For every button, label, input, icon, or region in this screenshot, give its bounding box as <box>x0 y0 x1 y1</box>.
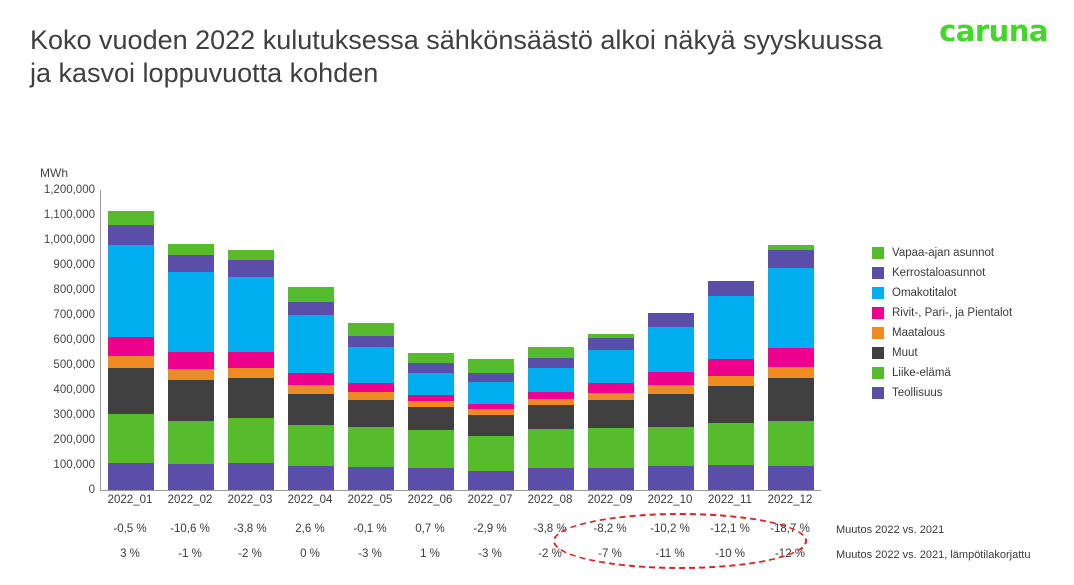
bar-segment <box>588 468 634 491</box>
annotation-value: -3,8 % <box>533 523 567 535</box>
annotation-value: -11 % <box>655 548 685 560</box>
y-axis-tick: 600,000 <box>53 334 95 346</box>
legend-item[interactable] <box>872 343 1062 363</box>
bar-segment <box>108 225 154 245</box>
bar-segment <box>768 250 814 268</box>
annotation-value: 3 % <box>120 548 140 560</box>
annotation-value: -8,2 % <box>593 523 627 535</box>
bar-column[interactable] <box>108 190 154 490</box>
annotation-value: -2,9 % <box>473 523 507 535</box>
bar-segment <box>168 380 214 422</box>
legend-label: Rivit-, Pari-, ja Pientalot <box>892 307 1013 319</box>
bar-segment <box>468 359 514 373</box>
bar-segment <box>108 245 154 338</box>
bar-segment <box>168 421 214 464</box>
bar-segment <box>768 421 814 466</box>
highlight-ellipse <box>553 513 807 569</box>
annotation-row-change-label: Muutos 2022 vs. 2021 <box>836 524 945 536</box>
bar-segment <box>708 296 754 359</box>
bar-segment <box>468 382 514 404</box>
legend-swatch-icon <box>872 327 884 339</box>
bar-segment <box>348 467 394 490</box>
y-axis-tick: 1,200,000 <box>43 184 95 196</box>
y-axis-tick: 800,000 <box>53 284 95 296</box>
y-axis-tick: 1,000,000 <box>43 234 95 246</box>
bar-segment <box>108 463 154 491</box>
bar-column[interactable] <box>588 190 634 490</box>
bar-segment <box>408 373 454 395</box>
bar-segment <box>288 425 334 466</box>
bar-segment <box>288 302 334 315</box>
bar-segment <box>588 383 634 393</box>
bar-segment <box>288 287 334 302</box>
legend-item[interactable] <box>872 263 1062 283</box>
legend-item[interactable] <box>872 283 1062 303</box>
x-axis-label: 2022_12 <box>767 494 813 506</box>
legend-label: Teollisuus <box>892 387 943 399</box>
bar-column[interactable] <box>168 190 214 490</box>
y-axis-tick: 100,000 <box>53 459 95 471</box>
bar-segment <box>408 363 454 373</box>
bar-segment <box>648 327 694 372</box>
y-axis-tick: 300,000 <box>53 409 95 421</box>
bar-segment <box>468 373 514 382</box>
y-axis-unit: MWh <box>40 166 68 180</box>
y-axis-tick: 1,100,000 <box>43 209 95 221</box>
bar-segment <box>168 464 214 490</box>
bar-segment <box>228 418 274 463</box>
x-axis-label: 2022_01 <box>107 494 153 506</box>
legend-swatch-icon <box>872 267 884 279</box>
x-axis-label: 2022_03 <box>227 494 273 506</box>
bar-segment <box>468 436 514 471</box>
bar-segment <box>348 392 394 400</box>
legend-label: Kerrostaloasunnot <box>892 267 986 279</box>
legend-swatch-icon <box>872 387 884 399</box>
bar-segment <box>168 272 214 352</box>
bar-segment <box>108 211 154 225</box>
legend-item[interactable] <box>872 323 1062 343</box>
annotation-value: -1 % <box>178 548 202 560</box>
y-axis-tick: 200,000 <box>53 434 95 446</box>
bar-segment <box>708 423 754 465</box>
bar-segment <box>588 400 634 428</box>
bar-segment <box>108 356 154 368</box>
bar-segment <box>588 428 634 468</box>
bar-segment <box>228 378 274 418</box>
bar-segment <box>228 250 274 260</box>
annotation-value: -10,2 % <box>650 523 690 535</box>
y-axis-tick: 900,000 <box>53 259 95 271</box>
legend-swatch-icon <box>872 287 884 299</box>
bar-segment <box>648 427 694 467</box>
bar-segment <box>588 338 634 350</box>
plot-area <box>43 184 821 496</box>
bar-segment <box>288 466 334 490</box>
legend-item[interactable] <box>872 383 1062 403</box>
bar-segment <box>348 400 394 428</box>
bar-segment <box>348 336 394 347</box>
bar-column[interactable] <box>528 190 574 490</box>
bar-segment <box>588 393 634 401</box>
annotation-row-temp-adjusted-label: Muutos 2022 vs. 2021, lämpötilakorjattu <box>836 549 1031 561</box>
annotation-value: -18,7 % <box>770 523 810 535</box>
legend-item[interactable] <box>872 243 1062 263</box>
bar-segment <box>108 368 154 414</box>
bar-segment <box>348 323 394 337</box>
annotation-value: -3,8 % <box>233 523 267 535</box>
annotation-value: -3 % <box>358 548 382 560</box>
bar-segment <box>648 372 694 385</box>
legend-item[interactable] <box>872 363 1062 383</box>
bar-segment <box>708 359 754 376</box>
bar-segment <box>228 277 274 352</box>
bar-column[interactable] <box>708 190 754 490</box>
bar-segment <box>528 405 574 428</box>
bar-segment <box>528 468 574 490</box>
legend-item[interactable] <box>872 303 1062 323</box>
y-axis-tick: 500,000 <box>53 359 95 371</box>
bar-segment <box>168 352 214 369</box>
x-axis-labels <box>100 494 820 506</box>
chart-legend <box>872 243 1062 403</box>
annotation-value: -0,1 % <box>353 523 387 535</box>
annotation-value: -2 % <box>238 548 262 560</box>
legend-label: Omakotitalot <box>892 287 957 299</box>
bar-segment <box>768 466 814 491</box>
bar-segment <box>768 348 814 367</box>
y-axis-tick: 700,000 <box>53 309 95 321</box>
x-axis-label: 2022_10 <box>647 494 693 506</box>
bar-segment <box>528 392 574 399</box>
bar-segment <box>528 429 574 469</box>
bar-segment <box>348 347 394 383</box>
bar-segment <box>288 385 334 394</box>
bar-segment <box>168 244 214 255</box>
bar-column[interactable] <box>408 190 454 490</box>
legend-swatch-icon <box>872 367 884 379</box>
legend-label: Liike-elämä <box>892 367 951 379</box>
bar-column[interactable] <box>288 190 334 490</box>
bar-segment <box>708 376 754 387</box>
bar-segment <box>408 468 454 490</box>
bar-segment <box>768 367 814 379</box>
x-axis-label: 2022_08 <box>527 494 573 506</box>
annotation-value: -0,5 % <box>113 523 147 535</box>
bar-segment <box>228 463 274 491</box>
x-axis-label: 2022_05 <box>347 494 393 506</box>
annotation-value: -2 % <box>538 548 562 560</box>
bar-series-container <box>101 190 821 490</box>
bar-segment <box>648 313 694 327</box>
bar-segment <box>348 427 394 467</box>
bar-segment <box>408 430 454 468</box>
annotation-row-temp-adjusted <box>100 548 820 560</box>
x-axis-label: 2022_06 <box>407 494 453 506</box>
bar-segment <box>288 315 334 373</box>
y-axis-tick: 400,000 <box>53 384 95 396</box>
bar-segment <box>408 353 454 364</box>
legend-swatch-icon <box>872 307 884 319</box>
bar-segment <box>228 352 274 368</box>
bar-segment <box>408 407 454 430</box>
bar-segment <box>648 394 694 427</box>
bar-segment <box>528 347 574 358</box>
bar-segment <box>468 471 514 491</box>
annotation-value: -12,1 % <box>710 523 750 535</box>
x-axis-label: 2022_11 <box>708 494 752 506</box>
page-title: Koko vuoden 2022 kulutuksessa sähkönsäästö alkoi näkyä syyskuussa ja kasvoi loppuvuotta kohden <box>30 25 883 88</box>
annotation-value: 0 % <box>300 548 320 560</box>
bar-segment <box>468 415 514 436</box>
annotation-value: 1 % <box>420 548 440 560</box>
bar-segment <box>768 268 814 348</box>
legend-swatch-icon <box>872 247 884 259</box>
annotation-value: 2,6 % <box>295 523 325 535</box>
legend-label: Muut <box>892 347 918 359</box>
annotation-value: -10 % <box>714 548 746 560</box>
bar-column[interactable] <box>228 190 274 490</box>
bar-segment <box>648 385 694 394</box>
bar-column[interactable] <box>648 190 694 490</box>
x-axis-label: 2022_04 <box>287 494 333 506</box>
annotation-value: -3 % <box>478 548 502 560</box>
bar-segment <box>168 255 214 273</box>
y-axis-tick: 0 <box>88 484 95 496</box>
bar-segment <box>108 337 154 356</box>
annotation-row-change <box>100 523 820 535</box>
bar-segment <box>348 383 394 393</box>
bar-segment <box>168 369 214 380</box>
bar-segment <box>288 373 334 386</box>
x-axis-label: 2022_07 <box>467 494 513 506</box>
annotation-value: -7 % <box>598 548 622 560</box>
bar-segment <box>708 465 754 490</box>
x-axis-label: 2022_02 <box>167 494 213 506</box>
bar-segment <box>528 358 574 368</box>
x-axis-label: 2022_09 <box>587 494 633 506</box>
legend-label: Vapaa-ajan asunnot <box>892 247 995 259</box>
legend-label: Maatalous <box>892 327 946 339</box>
annotation-value: -10,6 % <box>170 523 210 535</box>
bar-segment <box>648 466 694 490</box>
bar-segment <box>108 414 154 463</box>
bar-segment <box>528 368 574 392</box>
bar-segment <box>288 394 334 425</box>
bar-segment <box>768 378 814 421</box>
bar-segment <box>588 350 634 383</box>
bar-column[interactable] <box>348 190 394 490</box>
bar-column[interactable] <box>468 190 514 490</box>
bar-column[interactable] <box>768 190 814 490</box>
bar-segment <box>228 260 274 277</box>
annotation-value: 0,7 % <box>415 523 445 535</box>
bar-segment <box>708 281 754 297</box>
bar-segment <box>228 368 274 378</box>
legend-swatch-icon <box>872 347 884 359</box>
caruna-logo: caruna <box>939 14 1048 48</box>
bar-segment <box>708 386 754 423</box>
annotation-value: -12 % <box>774 548 806 560</box>
